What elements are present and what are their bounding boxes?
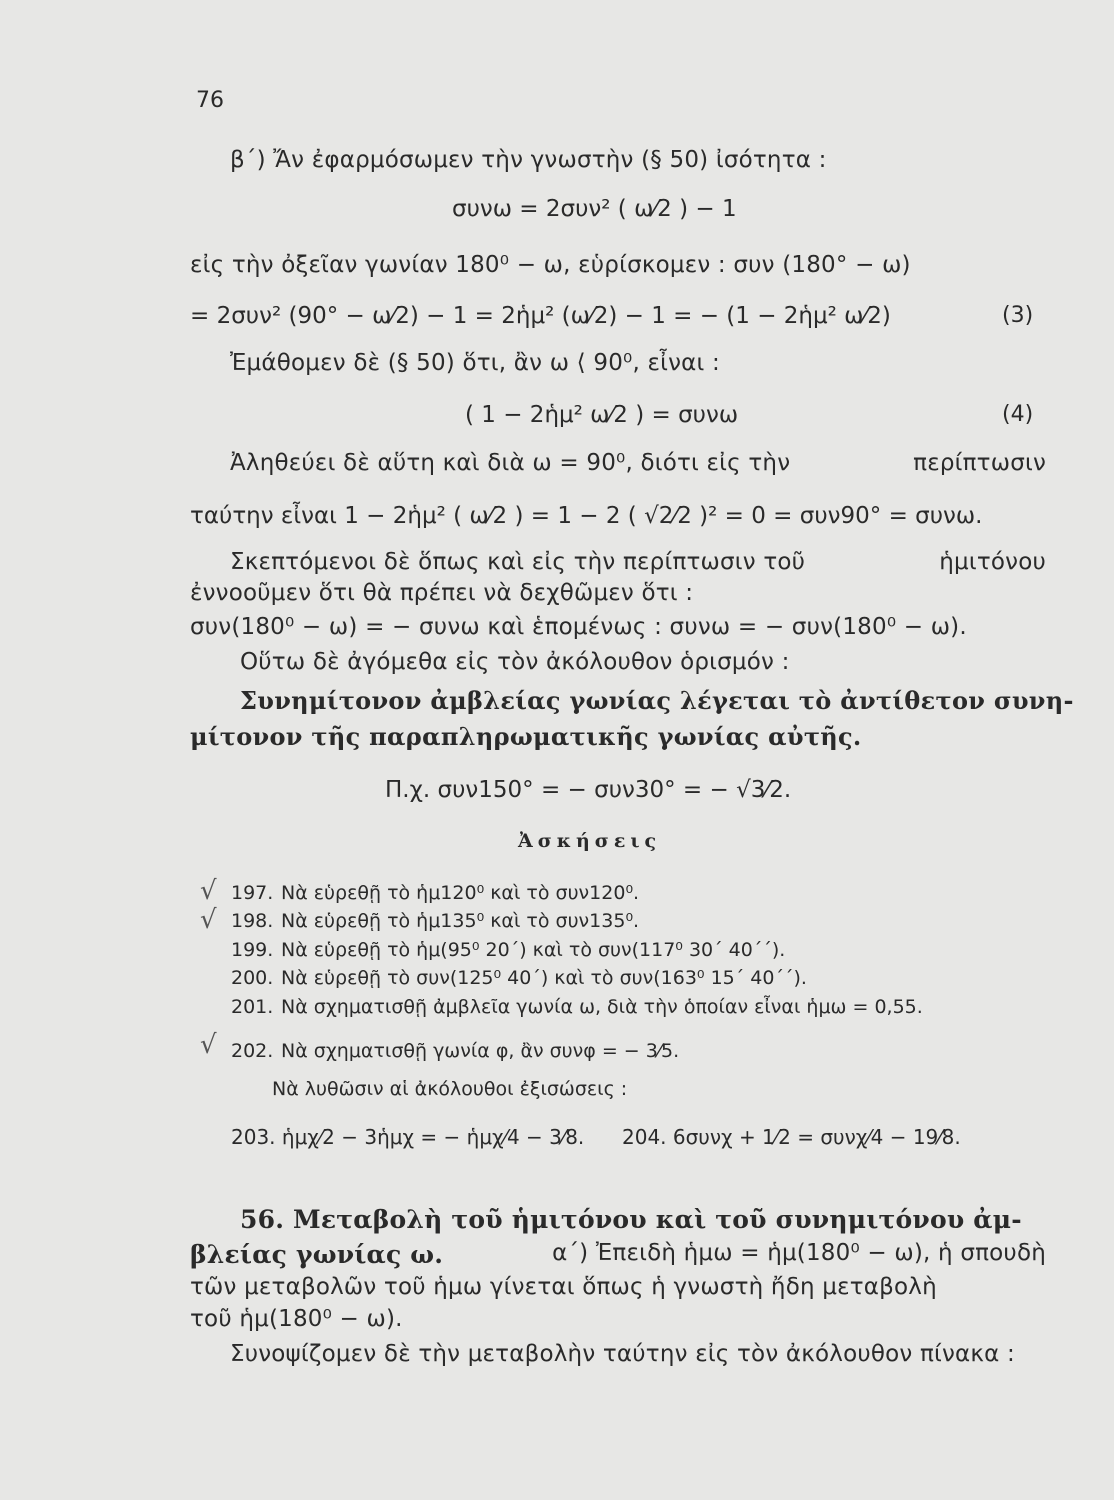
exercise-number: 201. [231, 996, 274, 1018]
section-heading-cont: βλείας γωνίας ω. [190, 1240, 444, 1269]
text-line: ἐννοοῦμεν ὅτι θὰ πρέπει νὰ δεχθῶμεν ὅτι : [190, 580, 694, 606]
definition-line: μίτονον τῆς παραπληρωματικῆς γωνίας αὐτῆς. [190, 722, 862, 751]
equation: συνω = 2συν² ( ω⁄2 ) − 1 [452, 196, 737, 222]
equation: = 2συν² (90° − ω⁄2) − 1 = 2ἡμ² (ω⁄2) − 1 = − (1 − 2ἡμ² ω⁄2) [190, 303, 891, 329]
exercise-text: Νὰ εὑρεθῇ τὸ ἡμ120⁰ καὶ τὸ συν120⁰. [281, 882, 640, 904]
text-segment: α΄) Ἐπειδὴ ἡμω = ἡμ(180⁰ − ω), ἡ σπουδὴ [552, 1240, 1046, 1266]
exercises-title: Ἀσκήσεις [518, 830, 662, 852]
equation-number: (4) [1002, 402, 1034, 427]
exercise-text: Νὰ σχηματισθῇ γωνία φ, ἂν συνφ = − 3⁄5. [281, 1040, 680, 1062]
text-line: τῶν μεταβολῶν τοῦ ἡμω γίνεται ὅπως ἡ γνωστὴ ἤδη μεταβολὴ [190, 1274, 937, 1300]
exercise-item [231, 939, 785, 961]
exercise-item [231, 882, 639, 904]
handwritten-check-mark: √ [200, 1030, 217, 1060]
text-line: εἰς τὴν ὀξεῖαν γωνίαν 180⁰ − ω, εὑρίσκομεν : συν (180° − ω) [190, 252, 911, 278]
text-segment: ἡμιτόνου [939, 549, 1046, 575]
exercise-number: 199. [231, 939, 274, 961]
equations-intro: Νὰ λυθῶσιν αἱ ἀκόλουθοι ἐξισώσεις : [272, 1078, 628, 1100]
exercise-text: Νὰ σχηματισθῇ ἀμβλεῖα γωνία ω, διὰ τὴν ὁποίαν εἶναι ἡμω = 0,55. [281, 996, 923, 1018]
text-segment: Ἀληθεύει δὲ αὕτη καὶ διὰ ω = 90⁰, διότι εἰς τὴν [230, 450, 791, 476]
text-line [230, 549, 1046, 575]
exercise-item [231, 996, 923, 1018]
exercise-item [231, 1040, 679, 1062]
exercise-item [231, 967, 807, 989]
text-line: τοῦ ἡμ(180⁰ − ω). [190, 1306, 403, 1332]
exercise-item [231, 910, 639, 932]
example-equation: Π.χ. συν150° = − συν30° = − √3⁄2. [385, 777, 792, 803]
text-line: Οὕτω δὲ ἀγόμεθα εἰς τὸν ἀκόλουθον ὁρισμόν : [240, 649, 790, 675]
text-line: συν(180⁰ − ω) = − συνω καὶ ἑπομένως : συνω = − συν(180⁰ − ω). [190, 614, 967, 640]
exercise-text: Νὰ εὑρεθῇ τὸ συν(125⁰ 40΄) καὶ τὸ συν(163⁰ 15΄ 40΄΄). [281, 967, 807, 989]
definition-line: Συνημίτονον ἀμβλείας γωνίας λέγεται τὸ ἀντίθετον συνη- [240, 686, 1074, 715]
handwritten-check-mark: √ [200, 905, 217, 935]
equation-number: (3) [1002, 303, 1034, 328]
exercise-number: 198. [231, 910, 274, 932]
section-heading: 56. Μεταβολὴ τοῦ ἡμιτόνου καὶ τοῦ συνημιτόνου ἀμ- [240, 1205, 1022, 1234]
exercise-equation: 204. 6συνχ + 1⁄2 = συνχ⁄4 − 19⁄8. [622, 1125, 961, 1149]
exercise-number: 200. [231, 967, 274, 989]
text-line: Συνοψίζομεν δὲ τὴν μεταβολὴν ταύτην εἰς τὸν ἀκόλουθον πίνακα : [230, 1341, 1015, 1367]
equation: ταύτην εἶναι 1 − 2ἡμ² ( ω⁄2 ) = 1 − 2 ( √2⁄2 )² = 0 = συν90° = συνω. [190, 503, 983, 529]
exercise-text: Νὰ εὑρεθῇ τὸ ἡμ135⁰ καὶ τὸ συν135⁰. [281, 910, 640, 932]
text-line [190, 1240, 1046, 1269]
text-line: β΄) Ἄν ἐφαρμόσωμεν τὴν γνωστὴν (§ 50) ἰσότητα : [230, 147, 827, 173]
equation: ( 1 − 2ἡμ² ω⁄2 ) = συνω [465, 402, 739, 428]
page-number: 76 [196, 88, 224, 113]
text-segment: Σκεπτόμενοι δὲ ὅπως καὶ εἰς τὴν περίπτωσιν τοῦ [230, 549, 806, 575]
text-line: Ἐμάθομεν δὲ (§ 50) ὅτι, ἂν ω ⟨ 90⁰, εἶναι : [230, 350, 720, 376]
handwritten-check-mark: √ [200, 876, 217, 906]
text-segment: περίπτωσιν [913, 450, 1046, 476]
exercise-number: 202. [231, 1040, 274, 1062]
text-line [230, 450, 1046, 476]
exercise-number: 197. [231, 882, 274, 904]
exercise-text: Νὰ εὑρεθῇ τὸ ἡμ(95⁰ 20΄) καὶ τὸ συν(117⁰ 30΄ 40΄΄). [281, 939, 786, 961]
exercise-equation: 203. ἡμχ⁄2 − 3ἡμχ = − ἡμχ⁄4 − 3⁄8. [231, 1125, 585, 1149]
